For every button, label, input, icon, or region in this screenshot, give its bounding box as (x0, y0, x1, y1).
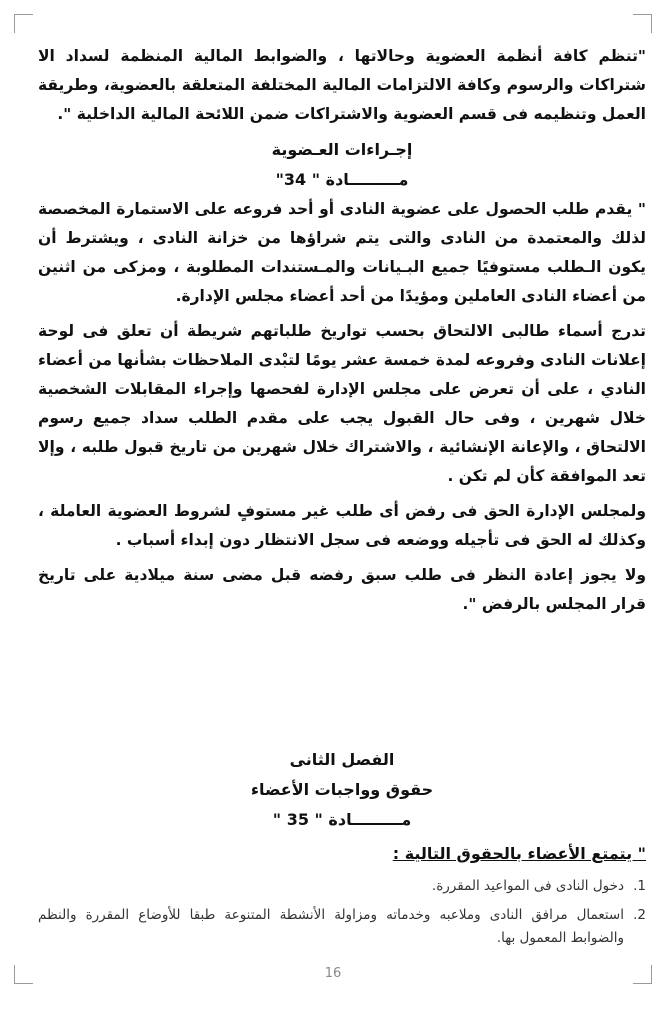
list-item (38, 904, 646, 950)
intro-paragraph: "تنظم كافة أنظمة العضوية وحالاتها ، والضوابط المالية المنظمة لسداد الا شتراكات والرسوم وكافة الالتزامات المالية المختلفة المتعلقة بالعضوية، وطريقة العمل وتنظيمه فى قسم العضوية والاشتراكات ضمن اللائحة المالية الداخلية ". (38, 47, 646, 123)
vertical-spacer (38, 625, 646, 745)
chapter-subtitle: حقوق وواجبات الأعضاء (250, 780, 434, 799)
article-34-paragraph-3: ولمجلس الإدارة الحق فى رفض أى طلب غير مستوفٍ لشروط العضوية العاملة ، وكذلك له الحق فى تأجيله ووضعه فى سجل الانتظار دون إبداء أسباب . (38, 502, 646, 549)
chapter-title: الفصل الثانى (289, 750, 395, 769)
article-34-heading: مـــــــــادة " 34" (275, 170, 409, 189)
list-number: 1. (633, 878, 646, 894)
crop-mark-top-left (14, 14, 33, 33)
list-item (38, 875, 646, 898)
section-heading: إجـراءات العـضوية (271, 140, 413, 159)
list-text: دخول النادى فى المواعيد المقررة. (431, 878, 624, 894)
page-content (38, 42, 646, 956)
rights-list (38, 875, 646, 950)
article-34-paragraph-1: " يقدم طلب الحصول على عضوية النادى أو أحد فروعه على الاستمارة المخصصة لذلك والمعتمدة من النادى والتى يتم شراؤها من خزانة النادى ، ويشترط أن يكون الـطلب مستوفيًا جميع البـيانات والمـستندات المطلوبة ، ومزكى من اثنين من أعضاء النادى العاملين ومؤيدًا من أحد أعضاء مجلس الإدارة. (38, 200, 646, 305)
article-34-paragraph-4: ولا يجوز إعادة النظر فى طلب سبق رفضه قبل مضى سنة ميلادية على تاريخ قرار المجلس بالرفض ". (38, 566, 646, 613)
list-text: استعمال مرافق النادى وملاعبه وخدماته ومزاولة الأنشطة المتنوعة طبقا للأوضاع المقررة والنظم والضوابط المعمول بها. (38, 907, 624, 946)
page-number: 16 (324, 966, 342, 981)
article-35-heading: مـــــــــادة " 35 " (272, 810, 412, 829)
article-34-paragraph-2: تدرج أسماء طالبى الالتحاق بحسب تواريخ طلباتهم شريطة أن تعلق فى لوحة إعلانات النادى وفروعه لمدة خمسة عشر يومًا لتبْدى الملاحظات بشأنها من أعضاء النادي ، على أن تعرض على مجلس الإدارة لفحصها وإجراء المقابلات الشخصية خلال شهرين ، وفى حال القبول يجب على مقدم الطلب سداد جميع رسوم الالتحاق ، والإعانة الإنشائية ، والاشتراك خلال شهرين من تاريخ قبول طلبه ، وإلا تعد الموافقة كأن لم تكن . (38, 322, 646, 485)
rights-intro: " يتمتع الأعضاء بالحقوق التالية : (392, 844, 646, 863)
crop-mark-top-right (633, 14, 652, 33)
list-number: 2. (633, 907, 646, 923)
